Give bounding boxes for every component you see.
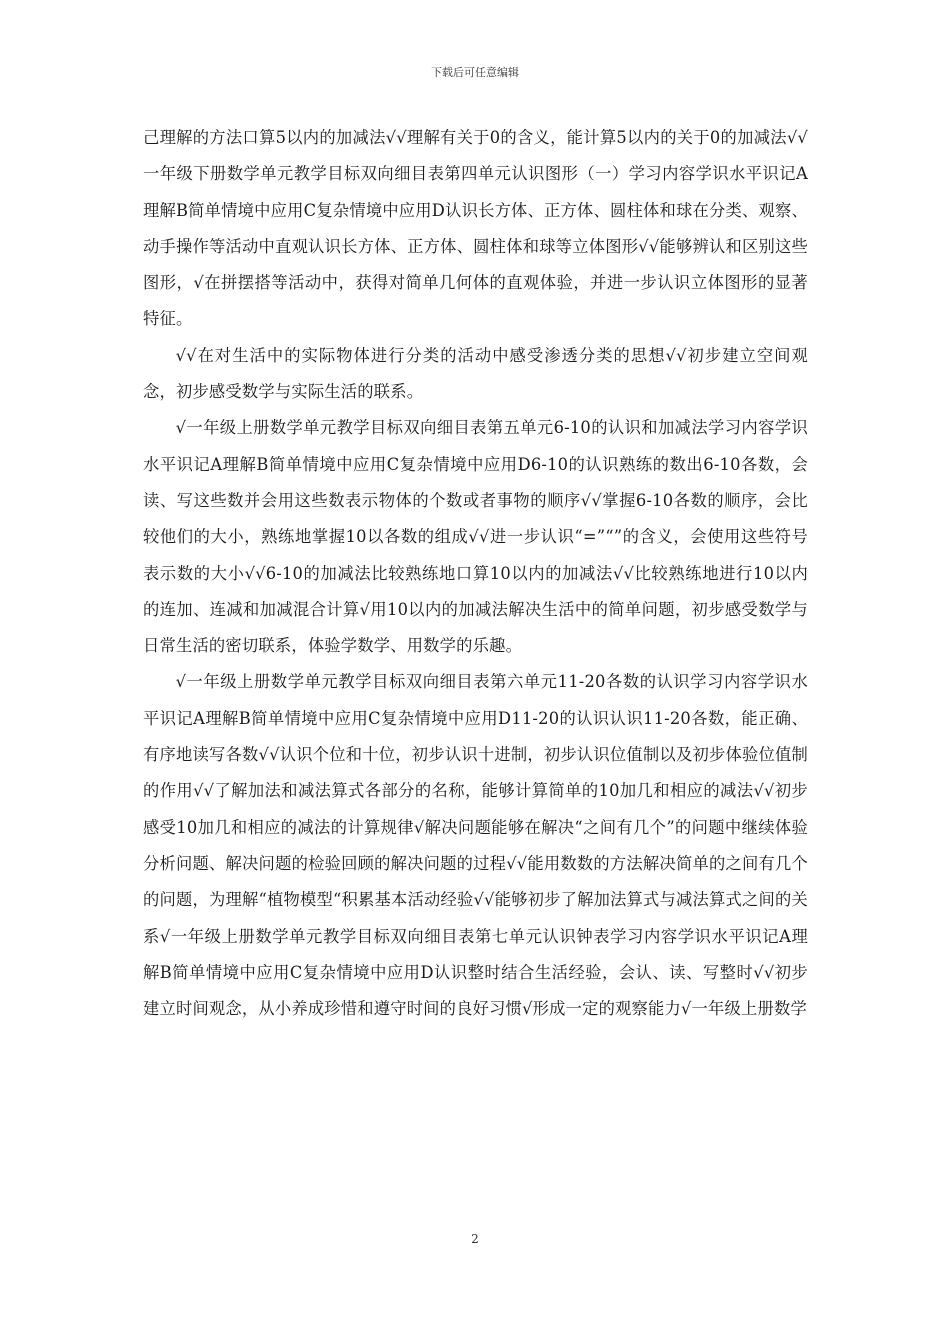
paragraph-4: √一年级上册数学单元教学目标双向细目表第六单元11-20各数的认识学习内容学识水平识记A理解B简单情境中应用C复杂情境中应用D11-20的认识认识11-20各数，能正确、有序地读写各数√√认识个位和十位，初步认识十进制，初步认识位值制以及初步体验位值制的作用√√了解加法和减法算式各部分的名称，能够计算简单的10加几和相应的减法√√初步感受10加几和相应的减法的计算规律√解决问题能够在解决“之间有几个”的问题中继续体验分析问题、解决问题的检验回顾的解决问题的过程√√能用数数的方法解决简单的之间有几个的问题，为理解“植物模型“积累基本活动经验√√能够初步了解加法算式与减法算式之间的关系√一年级上册数学单元教学目标双向细目表第七单元认识钟表学习内容学识水平识记A理解B简单情境中应用C复杂情境中应用D认识整时结合生活经验，会认、读、写整时√√初步建立时间观念，从小养成珍惜和遵守时间的良好习惯√形成一定的观察能力√一年级上册数学 [143,672,808,1019]
paragraph-1: 己理解的方法口算5以内的加减法√√理解有关于0的含义，能计算5以内的关于0的加减法√√一年级下册数学单元教学目标双向细目表第四单元认识图形（一）学习内容学识水平识记A理解B简单情境中应用C复杂情境中应用D认识长方体、正方体、圆柱体和球在分类、观察、动手操作等活动中直观认识长方体、正方体、圆柱体和球等立体图形√√能够辨认和区别这些图形，√在拼摆搭等活动中，获得对简单几何体的直观体验，并进一步认识立体图形的显著特征。 [143,128,808,329]
paragraph-2: √√在对生活中的实际物体进行分类的活动中感受渗透分类的思想√√初步建立空间观念，初步感受数学与实际生活的联系。 [143,345,808,402]
paragraph-3: √一年级上册数学单元教学目标双向细目表第五单元6-10的认识和加减法学习内容学识水平识记A理解B简单情境中应用C复杂情境中应用D6-10的认识熟练的数出6-10各数，会读、写这些数并会用这些数表示物体的个数或者事物的顺序√√掌握6-10各数的顺序，会比较他们的大小，熟练地掌握10以各数的组成√√进一步认识“=”“”的含义，会使用这些符号表示数的大小√√6-10的加减法比较熟练地口算10以内的加减法√√比较熟练地进行10以内的连加、连减和加减混合计算√用10以内的加减法解决生活中的简单问题，初步感受数学与日常生活的密切联系，体验学数学、用数学的乐趣。 [143,418,808,656]
page-header: 下载后可任意编辑 [431,66,519,79]
page-number: 2 [471,1232,479,1246]
document-body [143,120,808,1027]
